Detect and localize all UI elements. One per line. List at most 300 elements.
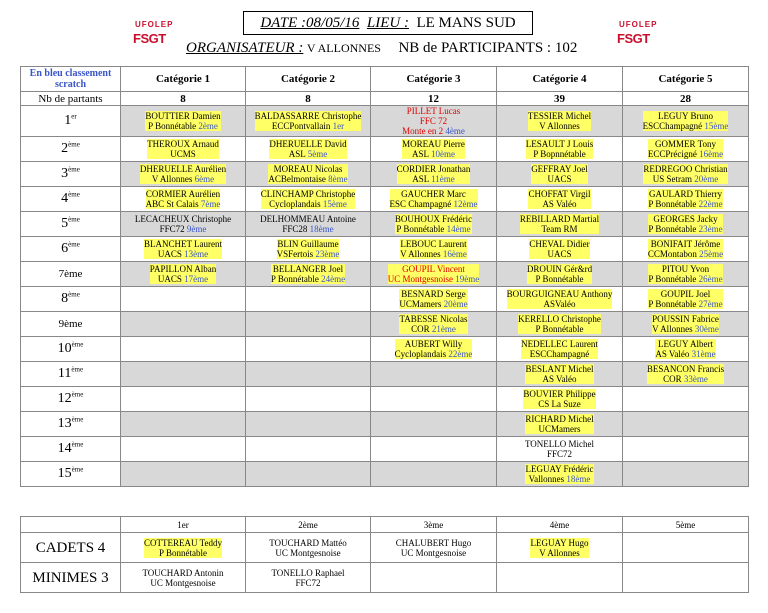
result-entry xyxy=(648,239,723,259)
scratch-rank: 6ème xyxy=(194,174,215,184)
rider-name: LEGUAY Hugo xyxy=(530,537,589,548)
result-cell xyxy=(623,212,749,237)
rider-club: ASValéo xyxy=(543,299,576,309)
result-entry xyxy=(530,538,588,558)
rider-club: FFC28 xyxy=(282,224,308,234)
result-entry xyxy=(643,164,727,184)
scratch-rank: 5ème xyxy=(307,149,328,159)
result-entry xyxy=(146,189,221,209)
logo-top-text: UFOLEP xyxy=(619,20,658,29)
participants-count: NB de PARTICIPANTS : 102 xyxy=(398,40,578,56)
rank-suffix: ème xyxy=(71,365,84,374)
partants-count: 39 xyxy=(497,92,623,106)
scratch-rank: 33ème xyxy=(683,374,708,384)
rank-label xyxy=(21,262,121,287)
table-row xyxy=(21,412,749,437)
result-entry xyxy=(390,189,478,209)
rider-name: NEDELLEC Laurent xyxy=(521,339,598,349)
result-cell xyxy=(246,187,371,212)
youth-rank-header: 1er xyxy=(121,517,246,533)
result-cell xyxy=(371,187,497,212)
result-cell xyxy=(121,237,246,262)
logo-top-text: UFOLEP xyxy=(135,20,174,29)
result-entry xyxy=(150,264,216,284)
rider-name: BLANCHET Laurent xyxy=(143,239,223,249)
scratch-rank: 22ème xyxy=(698,199,723,209)
rider-club: FFC72 xyxy=(295,577,321,588)
scratch-rank: 9ème xyxy=(186,224,207,234)
rank-label xyxy=(21,137,121,162)
rider-name: REDREGOO Christian xyxy=(643,164,728,174)
result-cell xyxy=(623,462,749,487)
rank-number: 11 xyxy=(57,366,72,381)
rider-name: BESNARD Serge xyxy=(401,289,466,299)
result-cell xyxy=(246,137,371,162)
result-cell xyxy=(121,437,246,462)
rider-name: TONELLO Michel xyxy=(524,439,595,449)
rider-name: REBILLARD Martial xyxy=(519,214,600,224)
scratch-rank: 23ème xyxy=(698,224,723,234)
rider-club: UACS xyxy=(157,274,182,284)
result-cell xyxy=(497,187,623,212)
result-cell xyxy=(246,237,371,262)
result-cell xyxy=(497,312,623,337)
result-cell xyxy=(623,287,749,312)
result-entry xyxy=(648,139,723,159)
rider-name: CHEVAL Didier xyxy=(529,239,590,249)
result-cell xyxy=(246,462,371,487)
youth-category-label xyxy=(21,533,121,563)
rider-name: LEGUY Albert xyxy=(658,339,713,349)
result-cell xyxy=(371,312,497,337)
result-entry xyxy=(395,214,472,234)
result-cell xyxy=(623,162,749,187)
youth-result-cell xyxy=(371,563,497,593)
rider-club: ECCPontvallain xyxy=(271,121,331,131)
rank-label xyxy=(21,106,121,137)
rider-club: ESCChampagné xyxy=(529,349,590,359)
result-entry xyxy=(531,164,588,184)
rider-club: UCMamers xyxy=(538,424,581,434)
partants-count: 12 xyxy=(371,92,497,106)
rider-name: GEFFRAY Joel xyxy=(531,164,588,174)
result-cell xyxy=(623,312,749,337)
scratch-rank: 27ème xyxy=(698,299,723,309)
scratch-legend: En bleu classement scratch xyxy=(21,67,121,92)
result-entry xyxy=(277,239,340,259)
result-cell xyxy=(121,387,246,412)
partants-count: 8 xyxy=(121,92,246,106)
result-cell xyxy=(121,287,246,312)
result-cell xyxy=(497,387,623,412)
result-entry xyxy=(135,214,231,234)
result-cell xyxy=(623,137,749,162)
rider-club: P Bonnétable xyxy=(159,547,207,558)
rider-name: CORMIER Aurélien xyxy=(145,189,221,199)
rank-number: 5 xyxy=(61,216,69,231)
rider-note: Monte en 2 xyxy=(402,126,444,136)
table-row xyxy=(21,162,749,187)
table-row xyxy=(21,106,749,137)
result-cell xyxy=(623,362,749,387)
rider-name: BOUHOUX Frédéric xyxy=(394,214,473,224)
scratch-rank: 20ème xyxy=(694,174,719,184)
result-entry xyxy=(142,568,223,588)
rider-name: BOUVIER Philippe xyxy=(523,389,596,399)
rider-club: ESCChampagné xyxy=(642,121,703,131)
result-cell xyxy=(121,462,246,487)
youth-row xyxy=(21,533,749,563)
rider-name: BOURGUIGNEAU Anthony xyxy=(506,289,613,299)
rider-club: ABC St Calais xyxy=(145,199,199,209)
result-entry xyxy=(399,314,467,334)
table-row xyxy=(21,237,749,262)
youth-category-label xyxy=(21,563,121,593)
rider-name: PITOU Yvon xyxy=(661,264,710,274)
rider-club: P Bonnétable xyxy=(535,324,584,334)
result-entry xyxy=(402,139,465,159)
rider-name: GOUPIL Vincent xyxy=(402,264,465,274)
rider-name: BELLANGER Joel xyxy=(272,264,344,274)
table-row xyxy=(21,312,749,337)
results-table xyxy=(20,66,749,487)
result-cell xyxy=(497,237,623,262)
rider-name: CHALUBERT Hugo xyxy=(395,537,472,548)
result-cell xyxy=(121,187,246,212)
rank-label xyxy=(21,337,121,362)
rider-club: UC Montgesnoise xyxy=(150,577,216,588)
rider-name: GOMMER Tony xyxy=(655,139,716,149)
youth-category-count: 3 xyxy=(101,569,109,586)
rider-club: COR xyxy=(663,374,682,384)
rider-club: P Bonnétable xyxy=(396,224,445,234)
rider-name: DELHOMMEAU Antoine xyxy=(260,214,356,224)
result-cell xyxy=(623,412,749,437)
result-entry xyxy=(523,389,595,409)
scratch-rank: 1er xyxy=(332,121,345,131)
youth-rank-header: 3ème xyxy=(371,517,497,533)
rank-label xyxy=(21,387,121,412)
rank-number: 2 xyxy=(61,141,69,156)
rider-name: KERELLO Christophe xyxy=(518,314,601,324)
rank-suffix: ème xyxy=(68,165,80,174)
result-cell xyxy=(371,262,497,287)
result-cell xyxy=(497,262,623,287)
rank-label xyxy=(21,162,121,187)
scratch-rank: 19ème xyxy=(455,274,480,284)
result-cell xyxy=(623,437,749,462)
rank-suffix: ème xyxy=(71,340,84,349)
rider-name: MOREAU Nicolas xyxy=(273,164,343,174)
rider-club: AS Valéo xyxy=(542,374,577,384)
rider-club: UC Montgesnoise xyxy=(275,547,341,558)
result-cell xyxy=(623,237,749,262)
rank-label xyxy=(21,412,121,437)
result-entry xyxy=(520,214,599,234)
scratch-rank: 15ème xyxy=(322,199,347,209)
rider-club: FFC72 xyxy=(546,449,572,459)
rider-club: P Bonnétable xyxy=(535,274,584,284)
result-entry xyxy=(145,111,220,131)
rider-name: POUSSIN Fabrice xyxy=(652,314,719,324)
rider-club: Cycloplandais xyxy=(394,349,447,359)
rank-label xyxy=(21,462,121,487)
result-entry xyxy=(648,214,722,234)
organiser-value: V ALLONNES xyxy=(306,41,381,55)
rider-club: CS La Suze xyxy=(538,399,581,409)
scratch-rank: 23ème xyxy=(315,249,340,259)
youth-row xyxy=(21,563,749,593)
rider-name: DHERUELLE Aurélien xyxy=(139,164,227,174)
result-cell xyxy=(121,212,246,237)
result-cell xyxy=(497,412,623,437)
result-cell xyxy=(121,162,246,187)
result-cell xyxy=(121,137,246,162)
rider-name: CHOFFAT Virgil xyxy=(528,189,591,199)
rider-club: ESC Champagné xyxy=(389,199,452,209)
table-row xyxy=(21,387,749,412)
scratch-rank: 12ème xyxy=(453,199,478,209)
lieu-label: LIEU : xyxy=(366,15,409,31)
rank-suffix: ème xyxy=(68,140,80,149)
scratch-rank: 25ème xyxy=(699,249,724,259)
result-entry xyxy=(525,439,594,459)
result-entry xyxy=(648,189,722,209)
result-cell xyxy=(121,412,246,437)
result-entry xyxy=(396,538,472,558)
rank-label xyxy=(21,287,121,312)
result-cell xyxy=(623,106,749,137)
result-entry xyxy=(268,164,347,184)
partants-row xyxy=(21,92,749,106)
rider-name: BOUTTIER Damien xyxy=(145,111,221,121)
scratch-rank: 13ème xyxy=(184,249,209,259)
result-entry xyxy=(269,538,347,558)
rider-club: ACBelmontaise xyxy=(268,174,326,184)
rider-name: THEROUX Arnaud xyxy=(147,139,219,149)
rank-label xyxy=(21,187,121,212)
youth-rank-header-row xyxy=(21,517,749,533)
result-cell xyxy=(371,162,497,187)
result-cell xyxy=(371,287,497,312)
rank-suffix: ème xyxy=(71,465,84,474)
rider-club: FFC 72 xyxy=(419,116,448,126)
result-entry xyxy=(261,189,355,209)
rider-club: P Bonnétable xyxy=(270,274,319,284)
rank-label xyxy=(21,362,121,387)
scratch-rank: 14ème xyxy=(446,224,471,234)
table-row xyxy=(21,287,749,312)
rank-suffix: ème xyxy=(71,415,84,424)
rank-suffix: ème xyxy=(68,290,80,299)
result-cell xyxy=(246,287,371,312)
result-cell xyxy=(371,362,497,387)
category-header: Catégorie 2 xyxy=(246,67,371,92)
rank-suffix: ème xyxy=(68,215,80,224)
rider-club: AS Valéo xyxy=(542,199,577,209)
rider-name: PILLET Lucas xyxy=(406,106,461,116)
scratch-rank: 20ème xyxy=(443,299,468,309)
scratch-rank: 8ème xyxy=(328,174,348,184)
rank-label xyxy=(21,437,121,462)
partants-count: 28 xyxy=(623,92,749,106)
scratch-rank: 7ème xyxy=(200,199,221,209)
scratch-rank: 2ème xyxy=(198,121,218,131)
rider-club: CCMontabon xyxy=(647,249,697,259)
rider-club: P Bonnétable xyxy=(648,274,697,284)
youth-corner xyxy=(21,517,121,533)
rider-name: BLIN Guillaume xyxy=(277,239,339,249)
result-cell xyxy=(497,212,623,237)
youth-result-cell xyxy=(623,563,749,593)
youth-result-cell xyxy=(371,533,497,563)
result-cell xyxy=(121,362,246,387)
table-row xyxy=(21,337,749,362)
result-cell xyxy=(497,337,623,362)
rank-number: 13 xyxy=(57,416,72,431)
result-cell xyxy=(497,287,623,312)
rider-name: TONELLO Raphael xyxy=(271,567,345,578)
result-cell xyxy=(497,462,623,487)
result-entry xyxy=(399,289,467,309)
result-cell xyxy=(623,387,749,412)
result-entry xyxy=(395,339,473,359)
rank-number: 4 xyxy=(61,191,69,206)
rider-club: Vallonnes xyxy=(528,474,565,484)
result-entry xyxy=(647,364,724,384)
organiser-line xyxy=(186,40,606,57)
rider-name: LECACHEUX Christophe xyxy=(134,214,232,224)
lieu-value: LE MANS SUD xyxy=(416,15,516,31)
rider-club: AS Valéo xyxy=(655,349,690,359)
rider-name: LEGUAY Frédéric xyxy=(525,464,594,474)
result-entry xyxy=(271,568,344,588)
scratch-rank: 18ème xyxy=(309,224,334,234)
rider-name: LESAULT J Louis xyxy=(525,139,594,149)
rank-suffix: ème xyxy=(68,240,80,249)
fsgt-logo-right xyxy=(617,20,658,50)
result-cell xyxy=(371,137,497,162)
rider-club: V Allonnes xyxy=(539,121,580,131)
result-entry xyxy=(525,464,593,484)
result-cell xyxy=(497,137,623,162)
rider-name: PAPILLON Alban xyxy=(149,264,217,274)
table-row xyxy=(21,462,749,487)
rider-name: DROUIN Gér&rd xyxy=(526,264,593,274)
rider-club: V Allonnes xyxy=(652,324,693,334)
scratch-rank: 16ème xyxy=(442,249,467,259)
rider-name: TOUCHARD Mattéo xyxy=(269,537,347,548)
rider-club: P Bonnétable xyxy=(648,224,697,234)
youth-category-name: MINIMES xyxy=(32,569,98,586)
result-entry xyxy=(400,239,467,259)
rider-club: UCMS xyxy=(170,149,196,159)
scratch-rank: 30ème xyxy=(694,324,719,334)
result-entry xyxy=(521,339,598,359)
youth-rank-header: 4ème xyxy=(497,517,623,533)
rider-club: P Bopnnétable xyxy=(533,149,586,159)
scratch-rank: 15ème xyxy=(704,121,729,131)
result-entry xyxy=(388,264,480,284)
result-entry xyxy=(260,214,356,234)
result-cell xyxy=(371,106,497,137)
youth-results-table xyxy=(20,516,749,593)
result-cell xyxy=(246,412,371,437)
result-cell xyxy=(246,387,371,412)
result-cell xyxy=(371,337,497,362)
rider-name: TESSIER Michel xyxy=(527,111,592,121)
result-cell xyxy=(371,437,497,462)
rank-number: 3 xyxy=(61,166,69,181)
table-row xyxy=(21,137,749,162)
result-entry xyxy=(147,139,219,159)
rank-number: 10 xyxy=(57,341,72,356)
rider-club: Team RM xyxy=(541,224,578,234)
scratch-rank: 24ème xyxy=(321,274,346,284)
result-entry xyxy=(526,139,594,159)
rank-number: 6 xyxy=(61,241,69,256)
result-cell xyxy=(497,162,623,187)
rider-club: P Bonnétable xyxy=(648,299,697,309)
result-cell xyxy=(371,212,497,237)
rider-name: GAULARD Thierry xyxy=(648,189,723,199)
result-entry xyxy=(402,106,465,136)
rider-name: DHERUELLE David xyxy=(269,139,347,149)
result-cell xyxy=(246,437,371,462)
rider-name: BALDASSARRE Christophe xyxy=(254,111,362,121)
result-entry xyxy=(271,264,345,284)
logo-text: FSGT xyxy=(617,31,650,46)
rank-label xyxy=(21,212,121,237)
table-row xyxy=(21,437,749,462)
rider-club: UCMamers xyxy=(399,299,442,309)
result-cell xyxy=(121,262,246,287)
rider-club: ASL xyxy=(412,174,429,184)
scratch-rank: 31ème xyxy=(691,349,716,359)
result-entry xyxy=(527,264,592,284)
rider-name: GEORGES Jacky xyxy=(653,214,718,224)
rank-label xyxy=(21,312,121,337)
rider-club: ASL xyxy=(412,149,429,159)
result-entry xyxy=(648,264,722,284)
rider-club: UC Montgesnoise xyxy=(400,547,467,558)
category-header: Catégorie 3 xyxy=(371,67,497,92)
rank-label xyxy=(21,237,121,262)
result-cell xyxy=(623,337,749,362)
scratch-rank: 17ème xyxy=(184,274,209,284)
youth-category-name: CADETS xyxy=(35,539,95,556)
rider-club: US Setram xyxy=(652,174,692,184)
rider-name: CORDIER Jonathan xyxy=(396,164,471,174)
rider-club: ECCPrécigné xyxy=(647,149,697,159)
result-entry xyxy=(655,339,715,359)
result-cell xyxy=(623,187,749,212)
result-entry xyxy=(648,289,722,309)
result-cell xyxy=(246,312,371,337)
result-entry xyxy=(397,164,471,184)
rank-number: 1 xyxy=(64,113,72,128)
result-entry xyxy=(144,538,222,558)
result-entry xyxy=(528,189,590,209)
rider-name: AUBERT Willy xyxy=(404,339,463,349)
result-cell xyxy=(246,262,371,287)
rider-club: P Bonnétable xyxy=(648,199,697,209)
result-entry xyxy=(652,314,719,334)
youth-result-cell xyxy=(246,563,371,593)
scratch-rank: 16ème xyxy=(699,149,724,159)
rider-name: GAUCHER Marc xyxy=(401,189,466,199)
category-header-row xyxy=(21,67,749,92)
